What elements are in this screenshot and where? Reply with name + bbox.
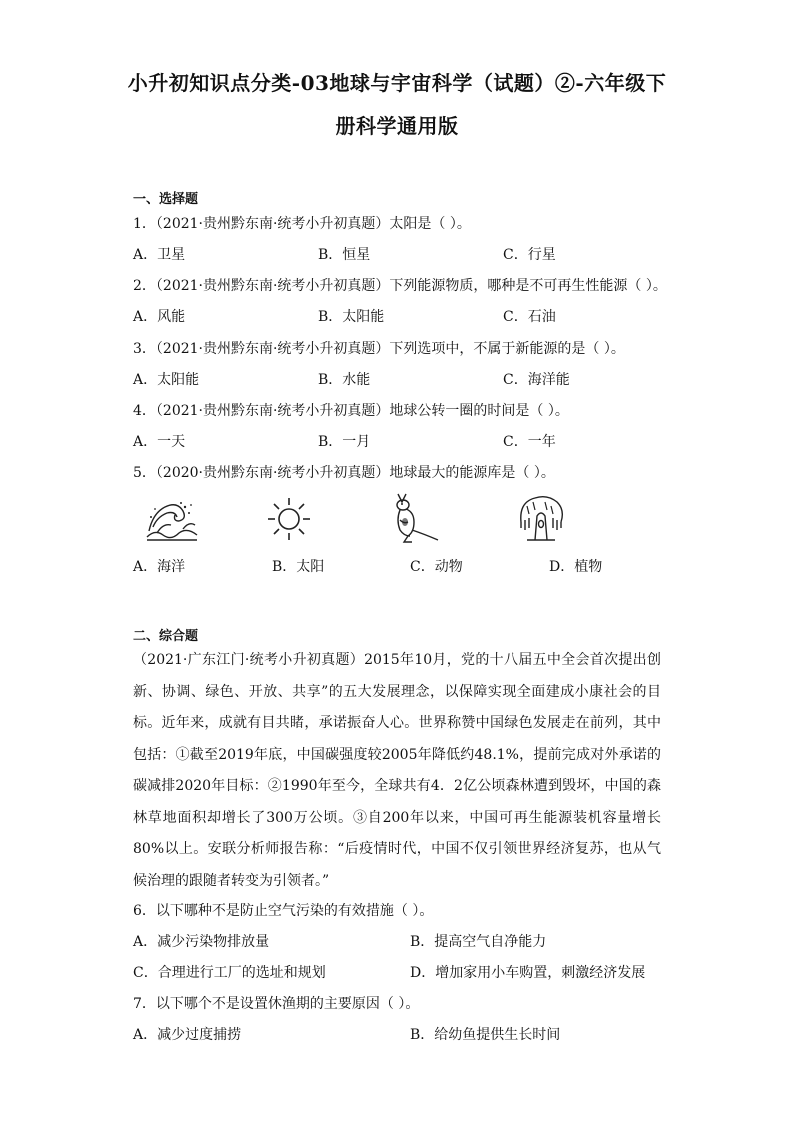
question-3-stem: 3．（2021·贵州黔东南·统考小升初真题）下列选项中，不属于新能源的是（ ）。 (133, 341, 625, 357)
question-5-option-c[interactable]: C．动物 (410, 559, 463, 575)
tree-icon (515, 492, 567, 544)
question-3-option-b[interactable]: B．水能 (318, 372, 371, 388)
question-4-option-c[interactable]: C．一年 (503, 434, 556, 450)
question-7-option-a[interactable]: A．减少过度捕捞 (133, 1027, 242, 1043)
question-7-stem: 7．以下哪个不是设置休渔期的主要原因（ ）。 (133, 996, 420, 1012)
question-5-option-d[interactable]: D．植物 (549, 559, 603, 575)
question-6-stem: 6．以下哪种不是防止空气污染的有效措施（ ）。 (133, 903, 434, 919)
question-5-option-a[interactable]: A．海洋 (133, 559, 186, 575)
page-title-line-1: 小升初知识点分类-03地球与宇宙科学（试题）②-六年级下 (127, 71, 667, 95)
question-6-option-c[interactable]: C．合理进行工厂的选址和规划 (133, 965, 326, 981)
question-1-stem: 1．（2021·贵州黔东南·统考小升初真题）太阳是（ ）。 (133, 216, 471, 232)
question-2-option-b[interactable]: B．太阳能 (318, 309, 385, 325)
question-3-option-a[interactable]: A．太阳能 (133, 372, 200, 388)
question-7-option-b[interactable]: B．给幼鱼提供生长时间 (410, 1027, 561, 1043)
question-5-option-b[interactable]: B．太阳 (272, 559, 325, 575)
kangaroo-icon (390, 490, 442, 546)
section-heading-choice: 一、选择题 (133, 192, 199, 207)
question-2-option-a[interactable]: A．风能 (133, 309, 186, 325)
question-2-stem: 2．（2021·贵州黔东南·统考小升初真题）下列能源物质，哪种是不可再生性能源（ ）。 (133, 278, 667, 294)
question-4-option-b[interactable]: B．一月 (318, 434, 371, 450)
section-heading-comprehensive: 二、综合题 (133, 629, 199, 644)
question-6-option-b[interactable]: B．提高空气自净能力 (410, 934, 547, 950)
question-1-option-c[interactable]: C．行星 (503, 247, 556, 263)
reading-passage: （2021·广东江门·统考小升初真题）2015年10月，党的十八届五中全会首次提出创新、协调、绿色、开放、共享”的五大发展理念，以保障实现全面建成小康社会的目标。近年来，成就有目共睹，承诺振奋人心。世界称赞中国绿色发展走在前列，其中包括：①截至2019年底，中国碳强度较2005年降低约48.1%，提前完成对外承诺的碳减排2020年目标：②1990年至今，全球共有4．2亿公顷森林遭到毁坏，中国的森林草地面积却增长了300万公顷。③自200年以来，中国可再生能源装机容量增长80%以上。安联分析师报告称：“后疫情时代，中国不仅引领世界经济复苏，也从气候治理的跟随者转变为引领者。” (133, 652, 661, 889)
question-1-option-a[interactable]: A．卫星 (133, 247, 186, 263)
question-3-option-c[interactable]: C．海洋能 (503, 372, 570, 388)
question-4-stem: 4．（2021·贵州黔东南·统考小升初真题）地球公转一圈的时间是（ ）。 (133, 403, 569, 419)
question-5-stem: 5．（2020·贵州黔东南·统考小升初真题）地球最大的能源库是（ ）。 (133, 465, 555, 481)
sun-icon (266, 496, 312, 542)
question-2-option-c[interactable]: C．石油 (503, 309, 556, 325)
question-1-option-b[interactable]: B．恒星 (318, 247, 371, 263)
question-6-option-d[interactable]: D．增加家用小车购置，刺激经济发展 (410, 965, 646, 981)
ocean-wave-icon (143, 493, 201, 543)
page-title-line-2: 册科学通用版 (335, 114, 459, 138)
question-4-option-a[interactable]: A．一天 (133, 434, 186, 450)
question-6-option-a[interactable]: A．减少污染物排放量 (133, 934, 270, 950)
